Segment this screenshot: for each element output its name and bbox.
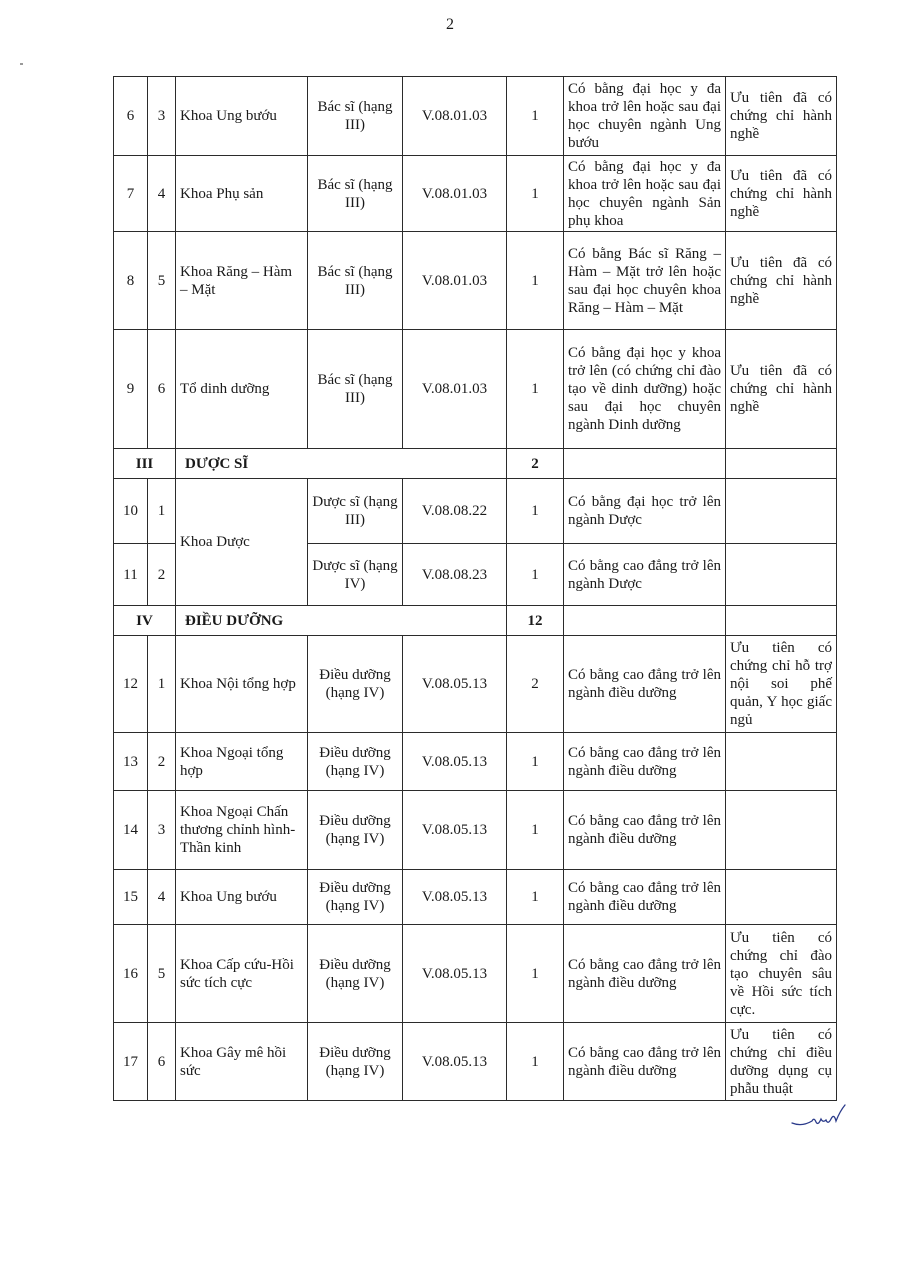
section-title: ĐIỀU DƯỠNG (176, 606, 507, 636)
note-cell (726, 544, 837, 606)
quantity-cell: 1 (507, 925, 564, 1023)
department-cell: Khoa Răng – Hàm – Mặt (176, 232, 308, 330)
row-number: 6 (114, 77, 148, 156)
quantity-cell: 1 (507, 1023, 564, 1101)
table-row (114, 77, 837, 156)
row-sub-number: 3 (148, 77, 176, 156)
position-code-cell: V.08.05.13 (403, 925, 507, 1023)
note-cell: Ưu tiên đã có chứng chỉ hành nghề (726, 232, 837, 330)
requirement-cell: Có bằng cao đẳng trở lên ngành điều dưỡng (564, 1023, 726, 1101)
note-cell: Ưu tiên đã có chứng chỉ hành nghề (726, 156, 837, 232)
department-cell: Khoa Dược (176, 479, 308, 606)
position-code-cell: V.08.05.13 (403, 733, 507, 791)
requirement-cell: Có bằng Bác sĩ Răng – Hàm – Mặt trở lên hoặc sau đại học chuyên khoa Răng – Hàm – Mặt (564, 232, 726, 330)
note-cell: Ưu tiên có chứng chỉ điều dưỡng dụng cụ phẫu thuật (726, 1023, 837, 1101)
position-cell: Dược sĩ (hạng III) (308, 479, 403, 544)
department-cell: Khoa Ung bướu (176, 77, 308, 156)
table-row (114, 636, 837, 733)
table-row (114, 791, 837, 870)
requirement-cell: Có bằng đại học y đa khoa trở lên hoặc sau đại học chuyên ngành Sản phụ khoa (564, 156, 726, 232)
row-number: 14 (114, 791, 148, 870)
section-total: 2 (507, 449, 564, 479)
section-title: DƯỢC SĨ (176, 449, 507, 479)
empty-cell (726, 606, 837, 636)
requirement-cell: Có bằng cao đẳng trở lên ngành điều dưỡng (564, 925, 726, 1023)
quantity-cell: 1 (507, 232, 564, 330)
handwritten-initials-icon (790, 1103, 850, 1133)
row-sub-number: 1 (148, 636, 176, 733)
row-sub-number: 6 (148, 330, 176, 449)
position-code-cell: V.08.01.03 (403, 156, 507, 232)
note-cell: Ưu tiên đã có chứng chỉ hành nghề (726, 330, 837, 449)
table-row (114, 156, 837, 232)
position-code-cell: V.08.05.13 (403, 1023, 507, 1101)
quantity-cell: 1 (507, 870, 564, 925)
requirement-cell: Có bằng cao đẳng trở lên ngành điều dưỡng (564, 870, 726, 925)
position-cell: Bác sĩ (hạng III) (308, 77, 403, 156)
table-row (114, 330, 837, 449)
row-sub-number: 4 (148, 870, 176, 925)
row-number: 10 (114, 479, 148, 544)
requirement-cell: Có bằng đại học y đa khoa trở lên hoặc sau đại học chuyên ngành Ung bướu (564, 77, 726, 156)
requirement-cell: Có bằng cao đẳng trở lên ngành điều dưỡng (564, 791, 726, 870)
position-code-cell: V.08.05.13 (403, 791, 507, 870)
section-header-row (114, 449, 837, 479)
position-cell: Bác sĩ (hạng III) (308, 232, 403, 330)
requirement-cell: Có bằng cao đẳng trở lên ngành Dược (564, 544, 726, 606)
position-code-cell: V.08.01.03 (403, 232, 507, 330)
empty-cell (564, 606, 726, 636)
position-code-cell: V.08.05.13 (403, 870, 507, 925)
page-number: 2 (446, 16, 454, 33)
row-number: 13 (114, 733, 148, 791)
department-cell: Khoa Ngoại tổng hợp (176, 733, 308, 791)
row-number: 7 (114, 156, 148, 232)
row-number: 9 (114, 330, 148, 449)
section-header-row (114, 606, 837, 636)
position-code-cell: V.08.08.22 (403, 479, 507, 544)
row-number: 12 (114, 636, 148, 733)
row-sub-number: 4 (148, 156, 176, 232)
quantity-cell: 1 (507, 156, 564, 232)
quantity-cell: 1 (507, 77, 564, 156)
row-number: 15 (114, 870, 148, 925)
row-sub-number: 1 (148, 479, 176, 544)
position-cell: Điều dưỡng (hạng IV) (308, 1023, 403, 1101)
position-cell: Điều dưỡng (hạng IV) (308, 636, 403, 733)
department-cell: Khoa Ngoại Chấn thương chỉnh hình-Thần kinh (176, 791, 308, 870)
row-sub-number: 3 (148, 791, 176, 870)
quantity-cell: 2 (507, 636, 564, 733)
requirement-cell: Có bằng đại học trở lên ngành Dược (564, 479, 726, 544)
empty-cell (726, 449, 837, 479)
row-sub-number: 5 (148, 925, 176, 1023)
position-cell: Bác sĩ (hạng III) (308, 156, 403, 232)
note-cell: Ưu tiên có chứng chỉ hỗ trợ nội soi phế quản, Y học giấc ngủ (726, 636, 837, 733)
position-code-cell: V.08.01.03 (403, 330, 507, 449)
quantity-cell: 1 (507, 791, 564, 870)
table-row (114, 232, 837, 330)
row-number: 17 (114, 1023, 148, 1101)
position-code-cell: V.08.05.13 (403, 636, 507, 733)
position-cell: Điều dưỡng (hạng IV) (308, 870, 403, 925)
requirement-cell: Có bằng cao đẳng trở lên ngành điều dưỡng (564, 636, 726, 733)
row-number: 11 (114, 544, 148, 606)
note-cell: Ưu tiên đã có chứng chỉ hành nghề (726, 77, 837, 156)
recruitment-table (113, 76, 837, 1101)
row-number: 8 (114, 232, 148, 330)
section-roman: IV (114, 606, 176, 636)
department-cell: Khoa Nội tổng hợp (176, 636, 308, 733)
empty-cell (564, 449, 726, 479)
quantity-cell: 1 (507, 544, 564, 606)
quantity-cell: 1 (507, 330, 564, 449)
section-roman: III (114, 449, 176, 479)
position-code-cell: V.08.01.03 (403, 77, 507, 156)
requirement-cell: Có bằng đại học y khoa trở lên (có chứng chỉ đào tạo về dinh dưỡng) hoặc sau đại học chuyên ngành Dinh dưỡng (564, 330, 726, 449)
row-number: 16 (114, 925, 148, 1023)
table-row (114, 925, 837, 1023)
note-cell: Ưu tiên có chứng chỉ đào tạo chuyên sâu về Hồi sức tích cực. (726, 925, 837, 1023)
department-cell: Khoa Cấp cứu-Hồi sức tích cực (176, 925, 308, 1023)
position-cell: Điều dưỡng (hạng IV) (308, 733, 403, 791)
quantity-cell: 1 (507, 479, 564, 544)
position-cell: Bác sĩ (hạng III) (308, 330, 403, 449)
table-row (114, 733, 837, 791)
department-cell: Tổ dinh dưỡng (176, 330, 308, 449)
department-cell: Khoa Gây mê hồi sức (176, 1023, 308, 1101)
note-cell (726, 791, 837, 870)
department-cell: Khoa Phụ sản (176, 156, 308, 232)
scan-mark (20, 63, 23, 65)
position-code-cell: V.08.08.23 (403, 544, 507, 606)
position-cell: Dược sĩ (hạng IV) (308, 544, 403, 606)
position-cell: Điều dưỡng (hạng IV) (308, 925, 403, 1023)
note-cell (726, 870, 837, 925)
row-sub-number: 2 (148, 733, 176, 791)
note-cell (726, 479, 837, 544)
quantity-cell: 1 (507, 733, 564, 791)
position-cell: Điều dưỡng (hạng IV) (308, 791, 403, 870)
department-cell: Khoa Ung bướu (176, 870, 308, 925)
row-sub-number: 6 (148, 1023, 176, 1101)
row-sub-number: 2 (148, 544, 176, 606)
note-cell (726, 733, 837, 791)
row-sub-number: 5 (148, 232, 176, 330)
table-row (114, 870, 837, 925)
section-total: 12 (507, 606, 564, 636)
table-row (114, 479, 837, 544)
table-row (114, 1023, 837, 1101)
requirement-cell: Có bằng cao đẳng trở lên ngành điều dưỡng (564, 733, 726, 791)
